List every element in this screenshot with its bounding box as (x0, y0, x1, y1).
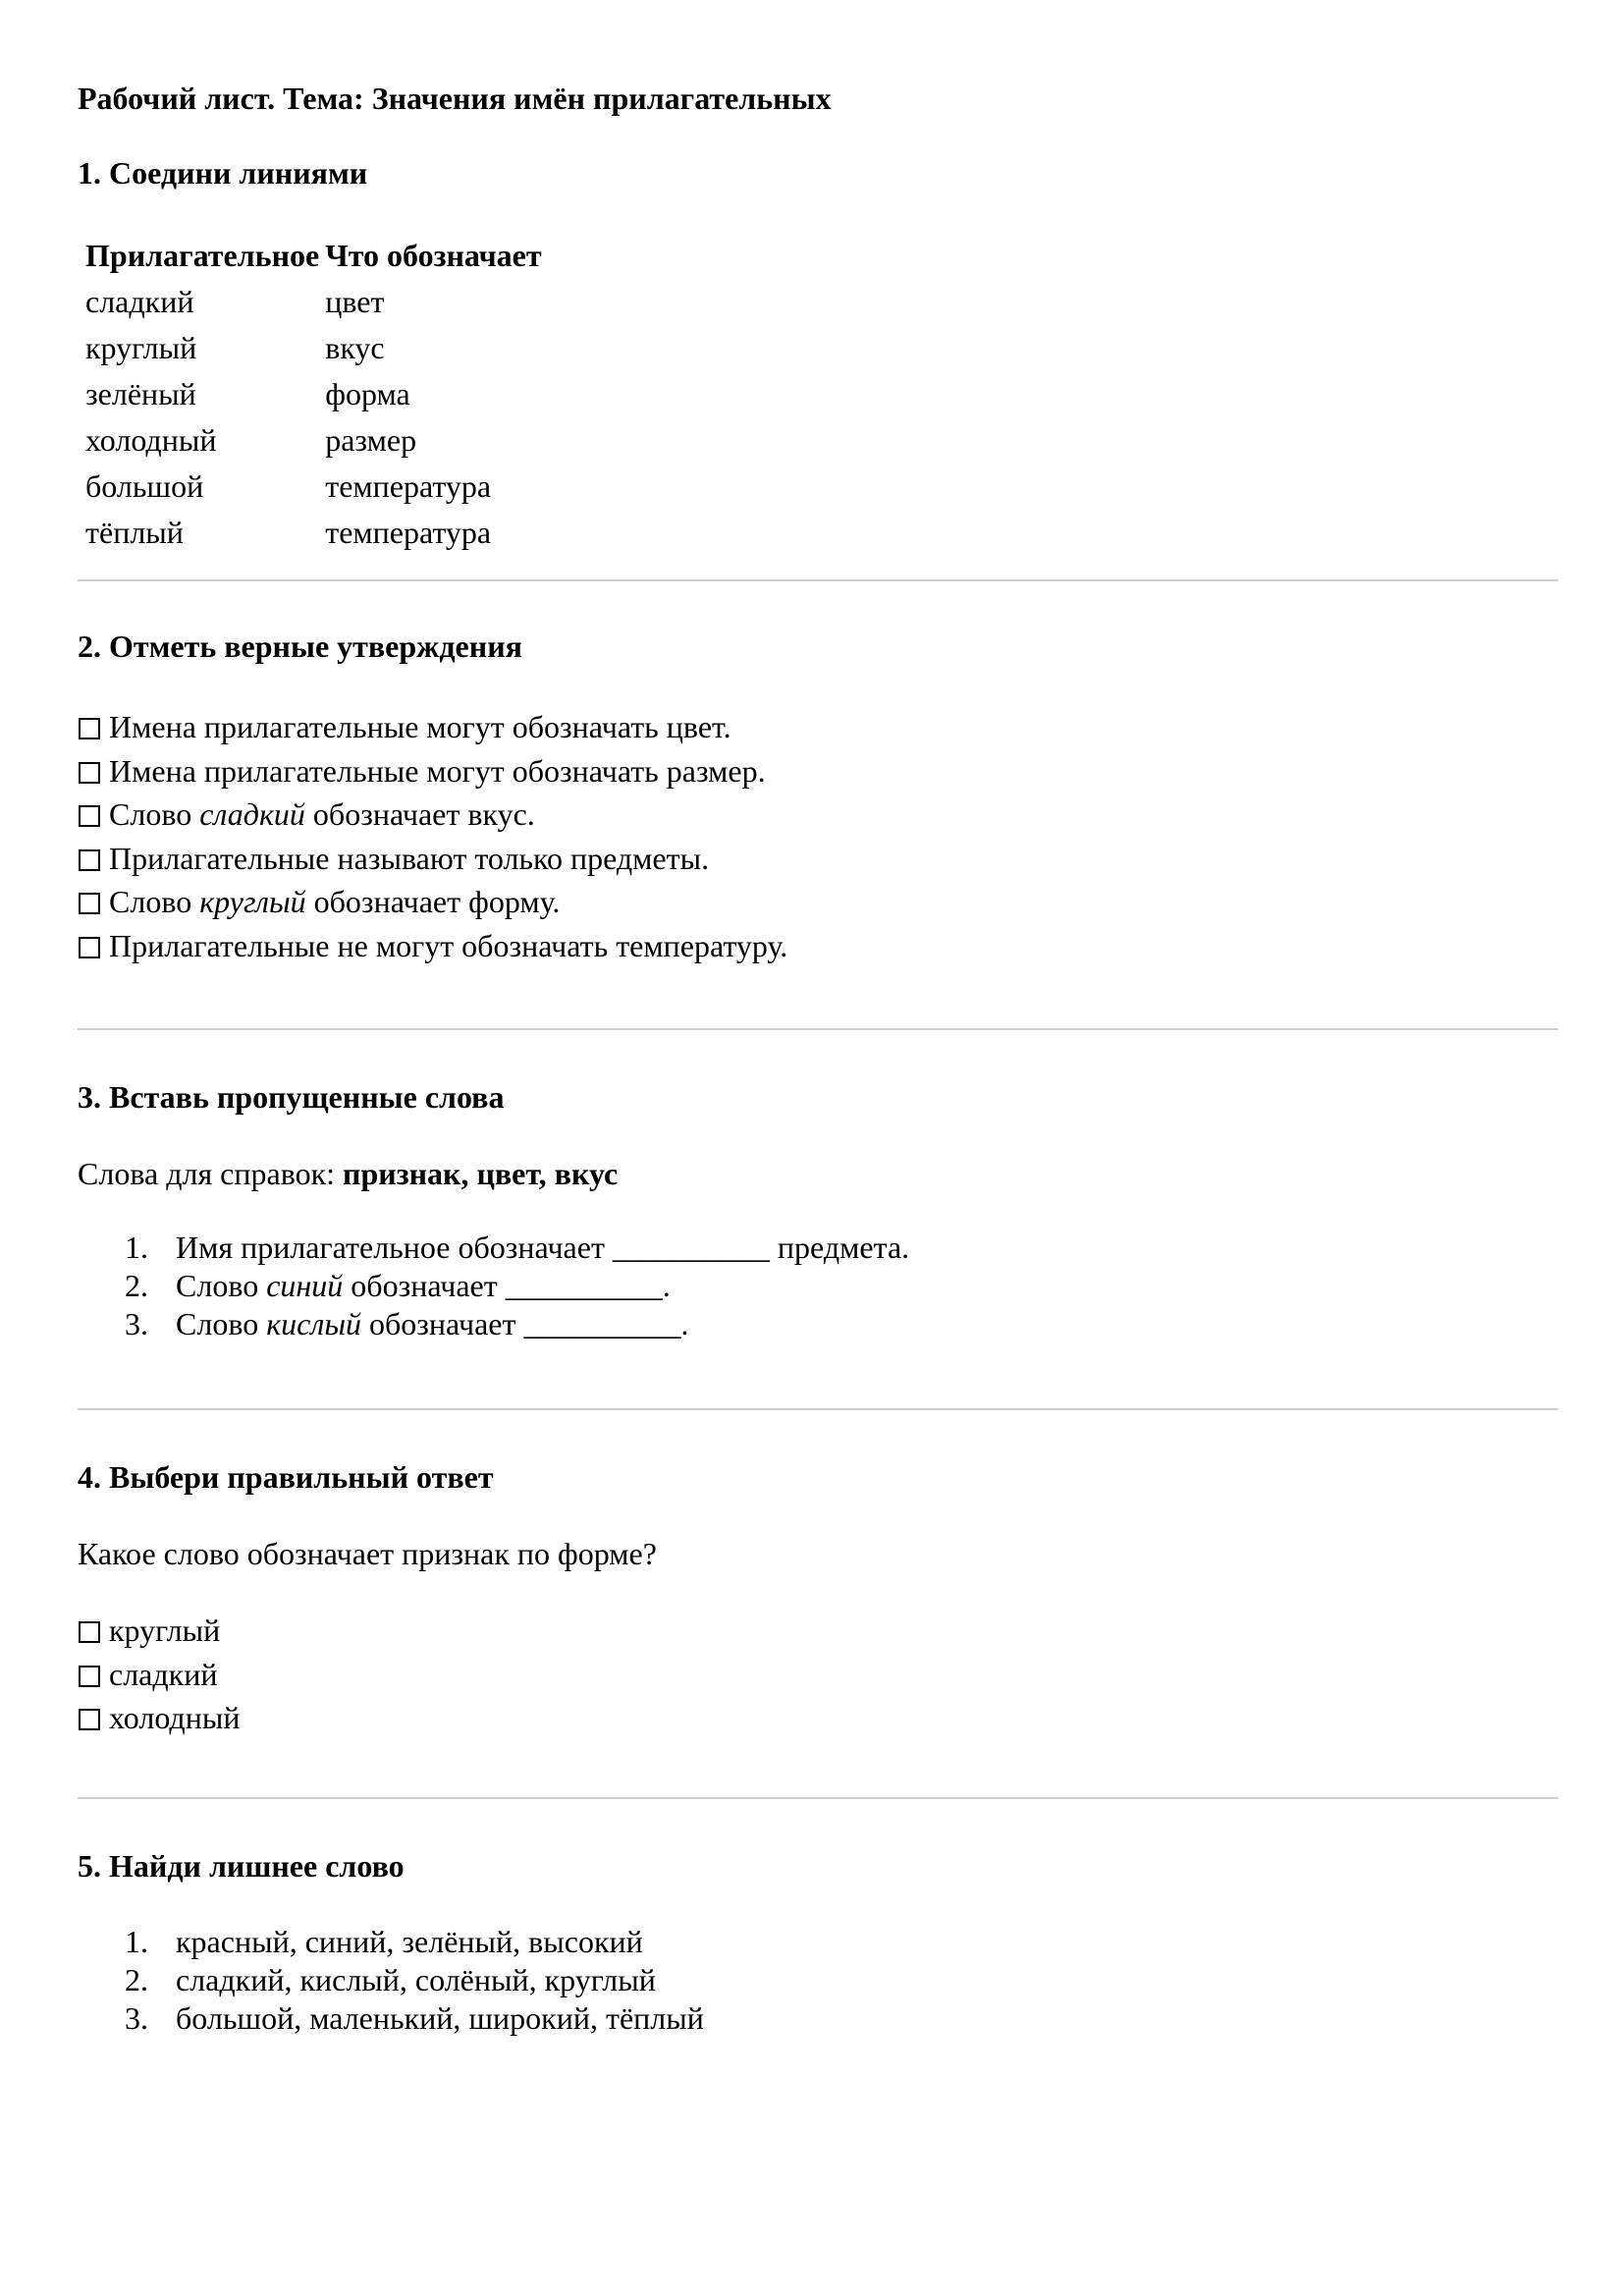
statement-item (78, 793, 1558, 837)
question-text: Какое слово обозначает признак по форме? (78, 1536, 657, 1571)
item-text: Слово (176, 1306, 267, 1341)
worksheet-page (78, 59, 1558, 2038)
adjective-cell: холодный (85, 422, 217, 459)
section-3-heading: 3. Вставь пропущенные слова (78, 1079, 505, 1115)
item-number: 1. (125, 1230, 148, 1265)
answer-option (78, 1696, 1558, 1740)
statement-item (78, 924, 1558, 968)
item-text: Имя прилагательное обозначает __________ предмета. (176, 1230, 910, 1265)
item-number: 3. (125, 1999, 148, 2036)
page-title: Рабочий лист. Тема: Значения имён прилагательных (78, 81, 832, 116)
section-4-heading: 4. Выбери правильный ответ (78, 1459, 494, 1495)
section-divider (78, 579, 1558, 581)
adjective-cell: большой (85, 468, 204, 505)
checkbox[interactable] (79, 1709, 100, 1730)
statement-italic: сладкий (199, 796, 305, 832)
section-divider (78, 1797, 1558, 1799)
statement-text: Имена прилагательные могут обозначать цвет. (109, 709, 731, 744)
matching-table-header (81, 232, 546, 279)
word-bank-words: признак, цвет, вкус (343, 1156, 619, 1191)
odd-word-list (78, 1923, 1558, 2038)
checkbox[interactable] (79, 1621, 100, 1643)
meaning-cell: форма (325, 376, 410, 412)
checkbox[interactable] (79, 805, 100, 827)
list-item (125, 1999, 1558, 2038)
answer-options (78, 1609, 1558, 1740)
list-item (125, 1267, 1558, 1305)
statement-item (78, 880, 1558, 924)
list-item (125, 1961, 1558, 1999)
statement-item (78, 705, 1558, 749)
statement-text: Прилагательные называют только предметы. (109, 840, 710, 876)
checkbox[interactable] (79, 849, 100, 871)
adjective-cell: тёплый (85, 515, 184, 551)
table-row (81, 464, 546, 510)
list-item (125, 1229, 1558, 1267)
checkbox[interactable] (79, 893, 100, 914)
word-bank-label: Слова для справок: (78, 1156, 344, 1191)
item-italic: кислый (266, 1306, 361, 1341)
section-divider (78, 1408, 1558, 1410)
item-text-after: обозначает __________. (343, 1268, 671, 1303)
fill-in-list (78, 1229, 1558, 1343)
statement-text: Имена прилагательные могут обозначать размер. (109, 752, 766, 789)
word-bank (78, 1154, 1558, 1193)
list-item (125, 1305, 1558, 1343)
answer-option (78, 1653, 1558, 1697)
meaning-cell: размер (325, 422, 417, 459)
column-header-meaning: Что обозначает (325, 237, 542, 273)
item-text: Слово (176, 1268, 267, 1303)
statement-text: Слово (109, 796, 200, 832)
matching-table (81, 232, 546, 556)
section-2-heading: 2. Отметь верные утверждения (78, 629, 522, 664)
item-italic: синий (266, 1268, 344, 1303)
statement-item (78, 837, 1558, 881)
statements-list (78, 705, 1558, 967)
item-number: 2. (125, 1268, 148, 1303)
table-row (81, 325, 546, 371)
table-row (81, 371, 546, 417)
item-number: 3. (125, 1306, 148, 1341)
adjective-cell: зелёный (85, 376, 196, 412)
meaning-cell: вкус (325, 330, 385, 366)
section-1-heading: 1. Соедини линиями (78, 155, 368, 191)
statement-item (78, 749, 1558, 793)
table-row (81, 417, 546, 464)
table-row (81, 279, 546, 325)
item-text: большой, маленький, широкий, тёплый (176, 1999, 704, 2036)
meaning-cell: цвет (325, 284, 385, 320)
checkbox[interactable] (79, 762, 100, 784)
adjective-cell: круглый (85, 330, 197, 366)
meaning-cell: температура (325, 515, 492, 551)
statement-italic: круглый (199, 884, 306, 919)
statement-text: Слово (109, 884, 200, 919)
item-text: красный, синий, зелёный, высокий (176, 1923, 643, 1959)
option-label: сладкий (109, 1656, 218, 1692)
checkbox[interactable] (79, 1666, 100, 1687)
section-5-heading: 5. Найди лишнее слово (78, 1847, 405, 1884)
option-label: круглый (109, 1613, 221, 1648)
item-number: 2. (125, 1961, 148, 1997)
option-label: холодный (109, 1700, 241, 1735)
table-row (81, 510, 546, 556)
answer-option (78, 1609, 1558, 1653)
statement-text: Прилагательные не могут обозначать температуру. (109, 927, 788, 963)
section-divider (78, 1028, 1558, 1030)
statement-text-after: обозначает форму. (305, 884, 561, 919)
statement-text-after: обозначает вкус. (304, 796, 535, 832)
checkbox[interactable] (79, 937, 100, 958)
column-header-adjective: Прилагательное (85, 237, 320, 273)
adjective-cell: сладкий (85, 284, 194, 320)
list-item (125, 1923, 1558, 1961)
checkbox[interactable] (79, 718, 100, 739)
item-number: 1. (125, 1923, 148, 1959)
item-text: сладкий, кислый, солёный, круглый (176, 1961, 656, 1997)
item-text-after: обозначает __________. (361, 1306, 689, 1341)
meaning-cell: температура (325, 468, 492, 505)
